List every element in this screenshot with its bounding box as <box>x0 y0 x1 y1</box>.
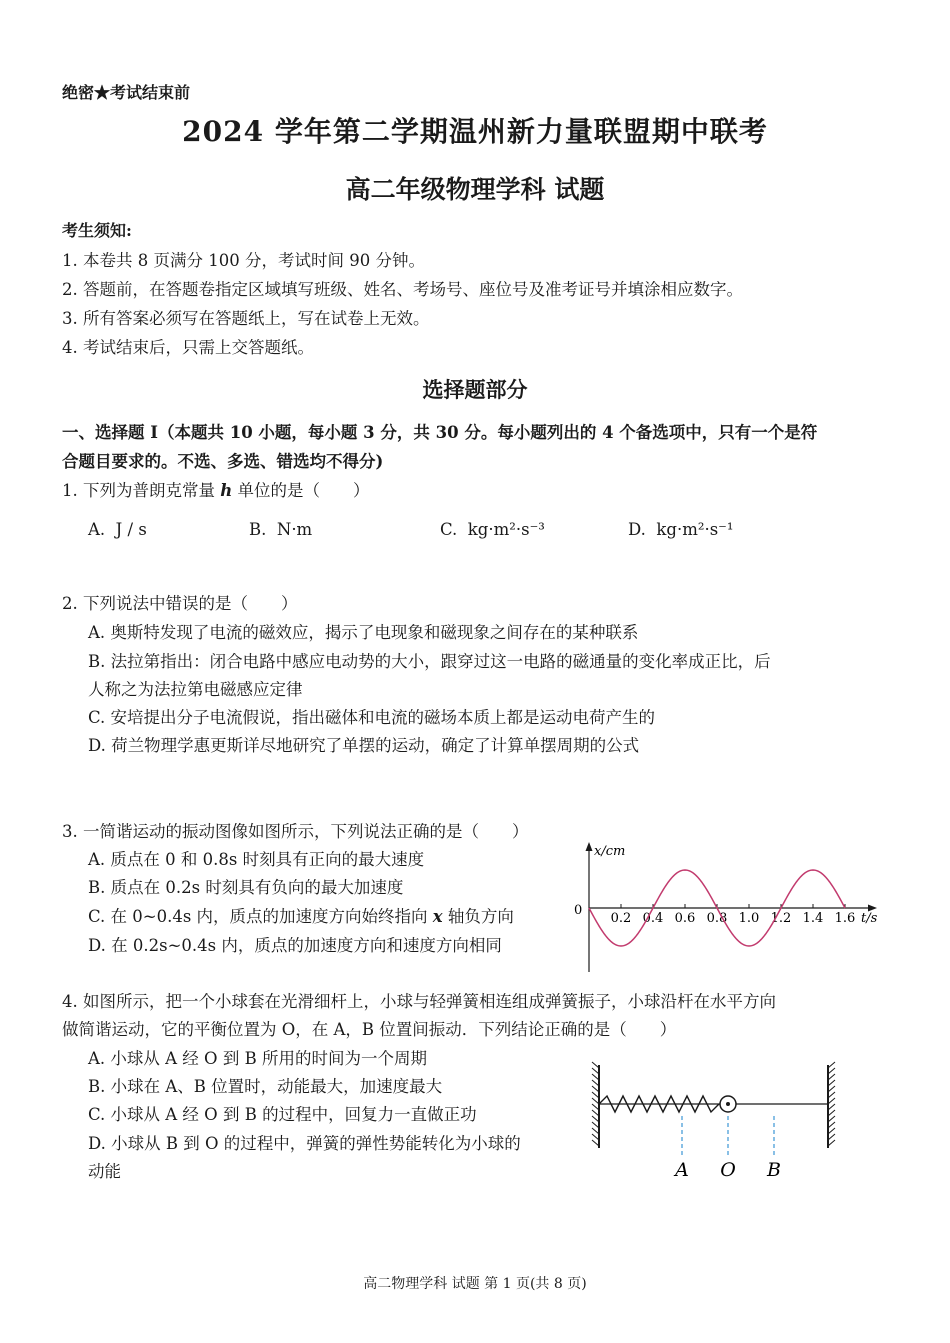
hatch-line <box>828 1110 835 1116</box>
q1-stem-var: h <box>220 481 233 500</box>
hatch-line <box>828 1098 835 1104</box>
hatch-line <box>592 1074 599 1080</box>
graph-y-arrow <box>586 842 593 851</box>
q3-stem: 3. 一简谐运动的振动图像如图所示，下列说法正确的是（ ） <box>62 822 529 841</box>
q4-option-d-line-1: D. 小球从 B 到 O 的过程中，弹簧的弹性势能转化为小球的 <box>88 1134 521 1153</box>
hatch-line <box>592 1062 599 1068</box>
page-footer: 高二物理学科 试题 第 1 页(共 8 页) <box>363 1276 587 1292</box>
hatch-line <box>592 1110 599 1116</box>
notice-item-3: 3. 所有答案必须写在答题纸上，写在试卷上无效。 <box>62 309 430 328</box>
hatch-line <box>828 1104 835 1110</box>
q3-option-b: B. 质点在 0.2s 时刻具有负向的最大加速度 <box>88 878 404 897</box>
hatch-line <box>828 1068 835 1074</box>
notice-item-4: 4. 考试结束后，只需上交答题纸。 <box>62 338 314 357</box>
hatch-line <box>828 1086 835 1092</box>
q4-option-c: C. 小球从 A 经 O 到 B 的过程中，回复力一直做正功 <box>88 1105 477 1124</box>
graph-tick-label: 0.8 <box>706 911 728 926</box>
q1-option-c-letter: C. <box>440 520 458 539</box>
hatch-line <box>828 1140 835 1146</box>
q1-option-a-letter: A. <box>88 520 106 539</box>
exam-subtitle: 高二年级物理学科 试题 <box>345 175 605 204</box>
confidential-label: 绝密★考试结束前 <box>62 83 191 102</box>
q4-option-a: A. 小球从 A 经 O 到 B 所用的时间为一个周期 <box>88 1049 427 1068</box>
q3-option-c-pre: C. 在 0~0.4s 内，质点的加速度方向始终指向 <box>88 907 433 926</box>
q1-stem <box>62 477 369 501</box>
q4-option-d-line-2: 动能 <box>88 1162 121 1181</box>
graph-origin: 0 <box>574 903 583 918</box>
hatch-line <box>592 1116 599 1122</box>
graph-x-label: t/s <box>861 911 878 926</box>
notice-item-1: 1. 本卷共 8 页满分 100 分，考试时间 90 分钟。 <box>62 251 425 270</box>
q3-option-c-var: x <box>432 907 443 926</box>
hatch-line <box>828 1062 835 1068</box>
graph-y-label: x/cm <box>594 844 626 859</box>
q1-option-b <box>249 520 312 539</box>
left-wall-hatch <box>592 1062 599 1146</box>
q1-option-a-unit: J / s <box>115 520 147 539</box>
q4-option-b: B. 小球在 A、B 位置时，动能最大，加速度最大 <box>88 1077 443 1096</box>
graph-tick-label: 1.0 <box>738 911 760 926</box>
section-title: 选择题部分 <box>422 377 528 402</box>
hatch-line <box>828 1128 835 1134</box>
hatch-line <box>828 1092 835 1098</box>
graph-tick-label: 0.2 <box>610 911 632 926</box>
notice-item-2: 2. 答题前，在答题卷指定区域填写班级、姓名、考场号、座位号及准考证号并填涂相应数字。 <box>62 280 743 299</box>
hatch-line <box>592 1068 599 1074</box>
hatch-line <box>828 1080 835 1086</box>
label-b: B <box>767 1159 781 1181</box>
hatch-line <box>828 1134 835 1140</box>
q1-option-c-unit: kg·m²·s⁻³ <box>467 520 545 539</box>
hatch-line <box>592 1080 599 1086</box>
q2-option-a: A. 奥斯特发现了电流的磁效应，揭示了电现象和磁现象之间存在的某种联系 <box>88 623 639 642</box>
graph-tick-label: 0.4 <box>642 911 664 926</box>
graph-tick-label: 0.6 <box>674 911 696 926</box>
graph-tick-label: 1.6 <box>834 911 856 926</box>
hatch-line <box>592 1140 599 1146</box>
q3-option-a: A. 质点在 0 和 0.8s 时刻具有正向的最大速度 <box>88 850 425 869</box>
q2-option-c: C. 安培提出分子电流假说，指出磁体和电流的磁场本质上都是运动电荷产生的 <box>88 708 656 727</box>
q2-stem: 2. 下列说法中错误的是（ ） <box>62 594 298 613</box>
hatch-line <box>592 1086 599 1092</box>
label-o: O <box>720 1159 736 1181</box>
hatch-line <box>592 1128 599 1134</box>
graph-ticks <box>611 904 856 926</box>
q3-vibration-graph <box>565 838 895 973</box>
graph-tick-label: 1.2 <box>770 911 792 926</box>
q4-spring-diagram <box>585 1060 850 1185</box>
notice-heading: 考生须知: <box>62 221 132 240</box>
right-wall-hatch <box>828 1062 835 1146</box>
q2-option-d: D. 荷兰物理学惠更斯详尽地研究了单摆的运动，确定了计算单摆周期的公式 <box>88 736 640 755</box>
q4-stem-line-2: 做简谐运动，它的平衡位置为 O，在 A，B 位置间振动．下列结论正确的是（ ） <box>62 1020 677 1039</box>
hatch-line <box>592 1122 599 1128</box>
q3-option-d: D. 在 0.2s~0.4s 内，质点的加速度方向和速度方向相同 <box>88 936 502 955</box>
q3-option-c <box>88 903 514 927</box>
graph-tick-label: 1.4 <box>802 911 824 926</box>
exam-title: 2024 学年第二学期温州新力量联盟期中联考 <box>182 115 768 148</box>
q1-option-d-unit: kg·m²·s⁻¹ <box>656 520 734 539</box>
hatch-line <box>592 1104 599 1110</box>
q1-option-b-letter: B. <box>249 520 267 539</box>
q1-option-d-letter: D. <box>628 520 646 539</box>
hatch-line <box>828 1122 835 1128</box>
q1-option-b-unit: N·m <box>276 520 313 539</box>
hatch-line <box>828 1116 835 1122</box>
section-intro-line-1: 一、选择题 I（本题共 10 小题，每小题 3 分，共 30 分。每小题列出的 4 个备选项中，只有一个是符 <box>62 423 818 442</box>
q1-option-a <box>88 520 147 539</box>
q2-option-b-line-1: B. 法拉第指出：闭合电路中感应电动势的大小，跟穿过这一电路的磁通量的变化率成正比，后 <box>88 652 771 671</box>
q1-option-c <box>440 520 545 539</box>
q4-stem-line-1: 4. 如图所示，把一个小球套在光滑细杆上，小球与轻弹簧相连组成弹簧振子，小球沿杆在水平方向 <box>62 992 776 1011</box>
label-a: A <box>675 1159 689 1181</box>
section-intro-line-2: 合题目要求的。不选、多选、错选均不得分) <box>62 452 384 471</box>
hatch-line <box>828 1074 835 1080</box>
q3-option-c-post: 轴负方向 <box>442 907 514 926</box>
q1-option-d <box>628 520 734 539</box>
q1-stem-pre: 1. 下列为普朗克常量 <box>62 481 221 500</box>
ball-center <box>726 1102 730 1106</box>
hatch-line <box>592 1134 599 1140</box>
q1-stem-post: 单位的是（ ） <box>232 481 370 500</box>
q2-option-b-line-2: 人称之为法拉第电磁感应定律 <box>88 680 303 699</box>
hatch-line <box>592 1098 599 1104</box>
hatch-line <box>592 1092 599 1098</box>
